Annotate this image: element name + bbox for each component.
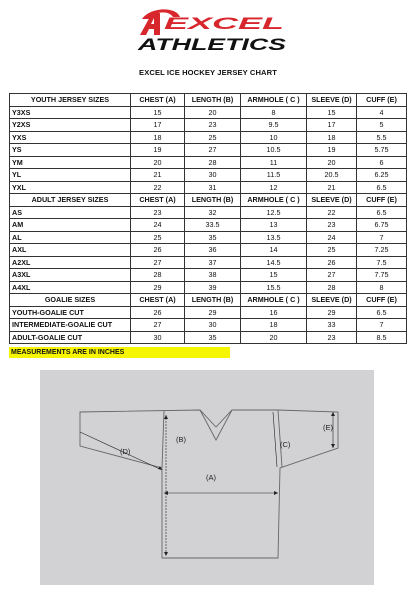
measurement-cell: 6.5 (357, 181, 407, 194)
measurement-cell: 19 (307, 144, 357, 157)
chest-label: (A) (206, 473, 216, 482)
size-label: YS (10, 144, 131, 157)
cuff-label: (E) (323, 423, 333, 432)
measurement-cell: 36 (185, 244, 241, 257)
table-row (10, 119, 407, 132)
size-label: ADULT-GOALIE CUT (10, 331, 131, 344)
table-row (10, 181, 407, 194)
column-header: LENGTH (B) (185, 94, 241, 107)
measurement-cell: 23 (307, 331, 357, 344)
measurement-cell: 5.75 (357, 144, 407, 157)
length-label: (B) (176, 435, 186, 444)
left-armhole-seam-icon (162, 411, 164, 468)
measurement-cell: 17 (307, 119, 357, 132)
column-header: LENGTH (B) (185, 194, 241, 207)
measurement-cell: 28 (131, 269, 185, 282)
measurement-cell: 30 (185, 319, 241, 332)
table-row (10, 106, 407, 119)
measurement-cell: 12.5 (241, 206, 307, 219)
measurement-cell: 14 (241, 244, 307, 257)
measurement-cell: 6.25 (357, 169, 407, 182)
measurement-cell: 21 (131, 169, 185, 182)
size-label: Y2XS (10, 119, 131, 132)
measurement-cell: 10 (241, 131, 307, 144)
measurement-cell: 27 (185, 144, 241, 157)
measurement-cell: 8 (241, 106, 307, 119)
measurement-cell: 19 (131, 144, 185, 157)
measurement-cell: 15 (241, 269, 307, 282)
table-row (10, 156, 407, 169)
size-label: A2XL (10, 256, 131, 269)
measurement-cell: 29 (185, 306, 241, 319)
measurement-cell: 7.75 (357, 269, 407, 282)
measurement-cell: 25 (185, 131, 241, 144)
column-header: ARMHOLE ( C ) (241, 294, 307, 307)
armhole-label: (C) (280, 440, 291, 449)
measurement-cell: 5.5 (357, 131, 407, 144)
column-header: CHEST (A) (131, 94, 185, 107)
jersey-outline-icon (80, 410, 338, 558)
table-row (10, 306, 407, 319)
measurement-cell: 20 (241, 331, 307, 344)
measurement-cell: 11 (241, 156, 307, 169)
column-header: CHEST (A) (131, 194, 185, 207)
measurement-cell: 35 (185, 331, 241, 344)
measurement-cell: 18 (131, 131, 185, 144)
arrow-icon (164, 552, 168, 556)
excel-athletics-logo (136, 7, 288, 53)
column-header: LENGTH (B) (185, 294, 241, 307)
measurement-cell: 6 (357, 156, 407, 169)
jersey-diagram (40, 370, 374, 585)
measurement-cell: 21 (307, 181, 357, 194)
measurement-cell: 23 (307, 219, 357, 232)
measurement-cell: 20 (307, 156, 357, 169)
measurement-cell: 18 (307, 131, 357, 144)
table-row (10, 131, 407, 144)
measurement-cell: 23 (185, 119, 241, 132)
measurement-cell: 27 (307, 269, 357, 282)
measurement-cell: 25 (131, 231, 185, 244)
table-row (10, 244, 407, 257)
arrow-icon (331, 444, 335, 448)
section-header-row (10, 294, 407, 307)
measurement-cell: 17 (131, 119, 185, 132)
measurement-cell: 7 (357, 231, 407, 244)
size-label: AS (10, 206, 131, 219)
section-header: ADULT JERSEY SIZES (10, 194, 131, 207)
table-row (10, 281, 407, 294)
size-label: AXL (10, 244, 131, 257)
measurement-cell: 28 (185, 156, 241, 169)
logo-athletics-text: ATHLETICS (136, 35, 288, 53)
measurement-cell: 20 (185, 106, 241, 119)
measurement-cell: 6.5 (357, 306, 407, 319)
size-label: A3XL (10, 269, 131, 282)
measurement-cell: 31 (185, 181, 241, 194)
arrow-icon (164, 415, 168, 419)
size-label: YOUTH-GOALIE CUT (10, 306, 131, 319)
measurement-cell: 22 (307, 206, 357, 219)
table-row (10, 169, 407, 182)
table-row (10, 319, 407, 332)
size-label: AL (10, 231, 131, 244)
column-header: CHEST (A) (131, 294, 185, 307)
measurement-cell: 18 (241, 319, 307, 332)
measurement-cell: 38 (185, 269, 241, 282)
size-label: AM (10, 219, 131, 232)
table-row (10, 331, 407, 344)
measurement-cell: 24 (307, 231, 357, 244)
size-label: YL (10, 169, 131, 182)
arrow-icon (274, 491, 278, 495)
size-label: YXL (10, 181, 131, 194)
measurement-cell: 29 (131, 281, 185, 294)
measurement-cell: 23 (131, 206, 185, 219)
column-header: CUFF (E) (357, 194, 407, 207)
size-label: A4XL (10, 281, 131, 294)
measurement-cell: 39 (185, 281, 241, 294)
size-label: YM (10, 156, 131, 169)
measurement-cell: 20.5 (307, 169, 357, 182)
table-row (10, 219, 407, 232)
measurement-cell: 4 (357, 106, 407, 119)
measurement-cell: 25 (307, 244, 357, 257)
measurement-cell: 30 (131, 331, 185, 344)
measurement-cell: 29 (307, 306, 357, 319)
measurement-cell: 8 (357, 281, 407, 294)
measurement-cell: 37 (185, 256, 241, 269)
section-header: GOALIE SIZES (10, 294, 131, 307)
logo-excel-text: EXCEL (164, 14, 284, 33)
measurement-cell: 26 (131, 306, 185, 319)
column-header: SLEEVE (D) (307, 94, 357, 107)
table-row (10, 206, 407, 219)
section-header-row (10, 94, 407, 107)
measurement-cell: 13 (241, 219, 307, 232)
table-row (10, 256, 407, 269)
column-header: ARMHOLE ( C ) (241, 94, 307, 107)
measurement-note: MEASUREMENTS ARE IN INCHES (9, 347, 230, 358)
measurement-cell: 6.5 (357, 206, 407, 219)
measurement-cell: 30 (185, 169, 241, 182)
measurement-cell: 15.5 (241, 281, 307, 294)
measurement-cell: 20 (131, 156, 185, 169)
column-header: CUFF (E) (357, 294, 407, 307)
measurement-cell: 27 (131, 256, 185, 269)
measurement-cell: 14.5 (241, 256, 307, 269)
size-label: Y3XS (10, 106, 131, 119)
table-row (10, 144, 407, 157)
measurement-cell: 33.5 (185, 219, 241, 232)
measurement-cell: 26 (307, 256, 357, 269)
measurement-cell: 15 (307, 106, 357, 119)
column-header: SLEEVE (D) (307, 194, 357, 207)
measurement-cell: 32 (185, 206, 241, 219)
size-chart-table (9, 93, 407, 344)
measurement-cell: 9.5 (241, 119, 307, 132)
table-row (10, 231, 407, 244)
measurement-cell: 8.5 (357, 331, 407, 344)
column-header: ARMHOLE ( C ) (241, 194, 307, 207)
size-label: YXS (10, 131, 131, 144)
measurement-cell: 11.5 (241, 169, 307, 182)
measurement-cell: 5 (357, 119, 407, 132)
measurement-cell: 7 (357, 319, 407, 332)
measurement-cell: 7.5 (357, 256, 407, 269)
measurement-cell: 6.75 (357, 219, 407, 232)
section-header: YOUTH JERSEY SIZES (10, 94, 131, 107)
measurement-cell: 13.5 (241, 231, 307, 244)
size-label: INTERMEDIATE-GOALIE CUT (10, 319, 131, 332)
chart-title: EXCEL ICE HOCKEY JERSEY CHART (139, 68, 277, 77)
measurement-cell: 22 (131, 181, 185, 194)
measurement-cell: 28 (307, 281, 357, 294)
table-row (10, 269, 407, 282)
measurement-cell: 26 (131, 244, 185, 257)
measurement-cell: 33 (307, 319, 357, 332)
section-header-row (10, 194, 407, 207)
size-chart-body (10, 94, 407, 344)
measurement-cell: 27 (131, 319, 185, 332)
measurement-cell: 12 (241, 181, 307, 194)
armhole-seam-icon (278, 410, 282, 467)
measurement-cell: 10.5 (241, 144, 307, 157)
column-header: SLEEVE (D) (307, 294, 357, 307)
measurement-cell: 15 (131, 106, 185, 119)
measurement-cell: 7.25 (357, 244, 407, 257)
sleeve-label: (D) (120, 447, 131, 456)
arrow-icon (331, 412, 335, 416)
measurement-cell: 35 (185, 231, 241, 244)
column-header: CUFF (E) (357, 94, 407, 107)
measurement-cell: 16 (241, 306, 307, 319)
measurement-cell: 24 (131, 219, 185, 232)
